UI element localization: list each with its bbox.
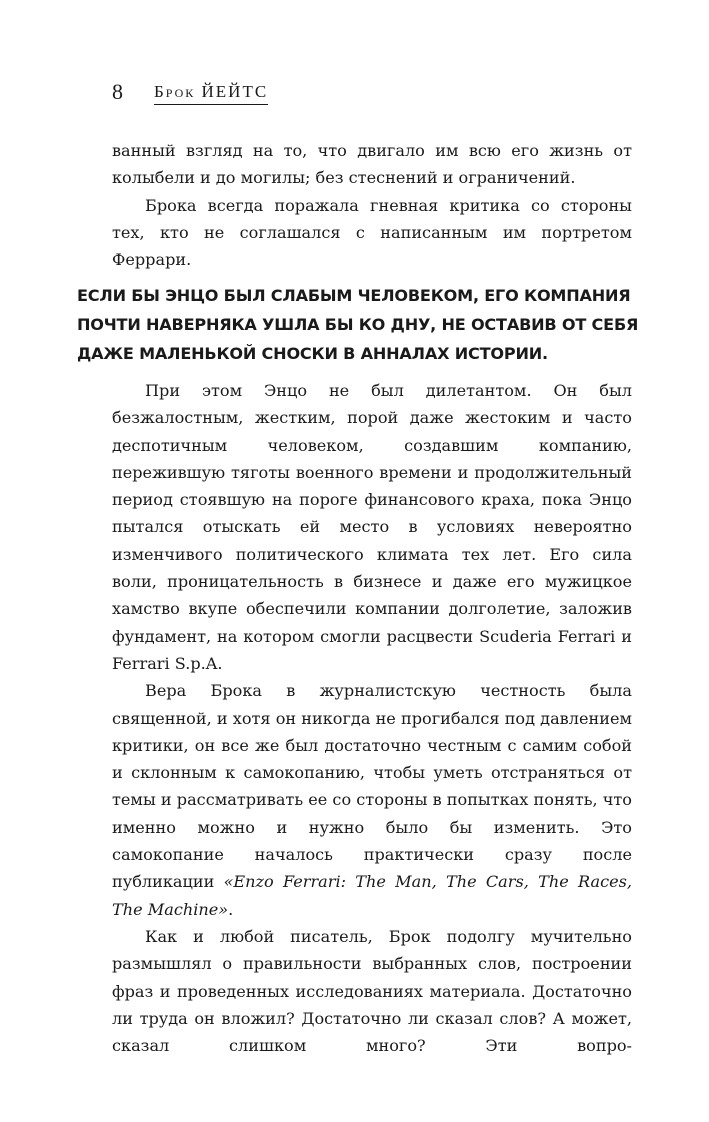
paragraph xyxy=(112,677,632,923)
paragraph: Как и любой писатель, Брок подолгу мучительно размышлял о правильности выбранных слов, построении фраз и проведенных исследованиях материала. Достаточно ли труда он вложил? Достаточно ли сказал слов? А может, сказал слишком много? Эти вопро- xyxy=(112,926,632,1056)
paragraph: При этом Энцо не был дилетантом. Он был безжалостным, жестким, порой даже жестоким и часто деспотичным человеком, создавшим компанию, пережившую тяготы военного времени и продолжительный период стоявшую на пороге финансового краха, пока Энцо пытался отыскать ей место в условиях невероятно изменчивого политического климата тех лет. Его сила воли, проницательность в бизнесе и даже его мужицкое хамство вкупе обеспечили компании долголетие, заложив фундамент, на котором смогли расцвести Scuderia Ferrari и Ferrari S.p.A. xyxy=(112,381,632,673)
paragraph-text: . xyxy=(228,899,234,919)
pull-quote-line: ПОЧТИ НАВЕРНЯКА УШЛА БЫ КО ДНУ, НЕ ОСТАВИВ ОТ СЕБЯ xyxy=(77,315,639,334)
paragraph: ванный взгляд на то, что двигало им всю его жизнь от колыбели и до могилы; без стеснений и ограничений. xyxy=(112,141,632,188)
pull-quote xyxy=(77,281,637,368)
pull-quote-line: ЕСЛИ БЫ ЭНЦО БЫЛ СЛАБЫМ ЧЕЛОВЕКОМ, ЕГО КОМПАНИЯ xyxy=(77,286,631,305)
paragraph-text: Вера Брока в журналистскую честность была священной, и хотя он никогда не прогибался под давлением критики, он все же был достаточно честным с самим собой и склонным к самокопанию, чтобы уметь отстраняться от темы и рассматривать ее со стороны в попытках понять, что именно можно и нужно было бы изменить. Это самокопание началось практически сразу после публикации xyxy=(112,681,632,892)
page-header xyxy=(112,78,292,106)
text-block-main xyxy=(112,377,632,1059)
page-number: 8 xyxy=(112,79,123,104)
pull-quote-line: ДАЖЕ МАЛЕНЬКОЙ СНОСКИ В АННАЛАХ ИСТОРИИ. xyxy=(77,344,548,363)
running-head-author: Брок ЙЕЙТС xyxy=(154,82,268,105)
text-block-top xyxy=(112,137,632,273)
book-title: «Enzo Ferrari: The Man, The Cars, The Races, The Machine» xyxy=(112,872,632,919)
paragraph: Брока всегда поражала гневная критика со стороны тех, кто не соглашался с написанным им портретом Феррари. xyxy=(112,195,632,270)
